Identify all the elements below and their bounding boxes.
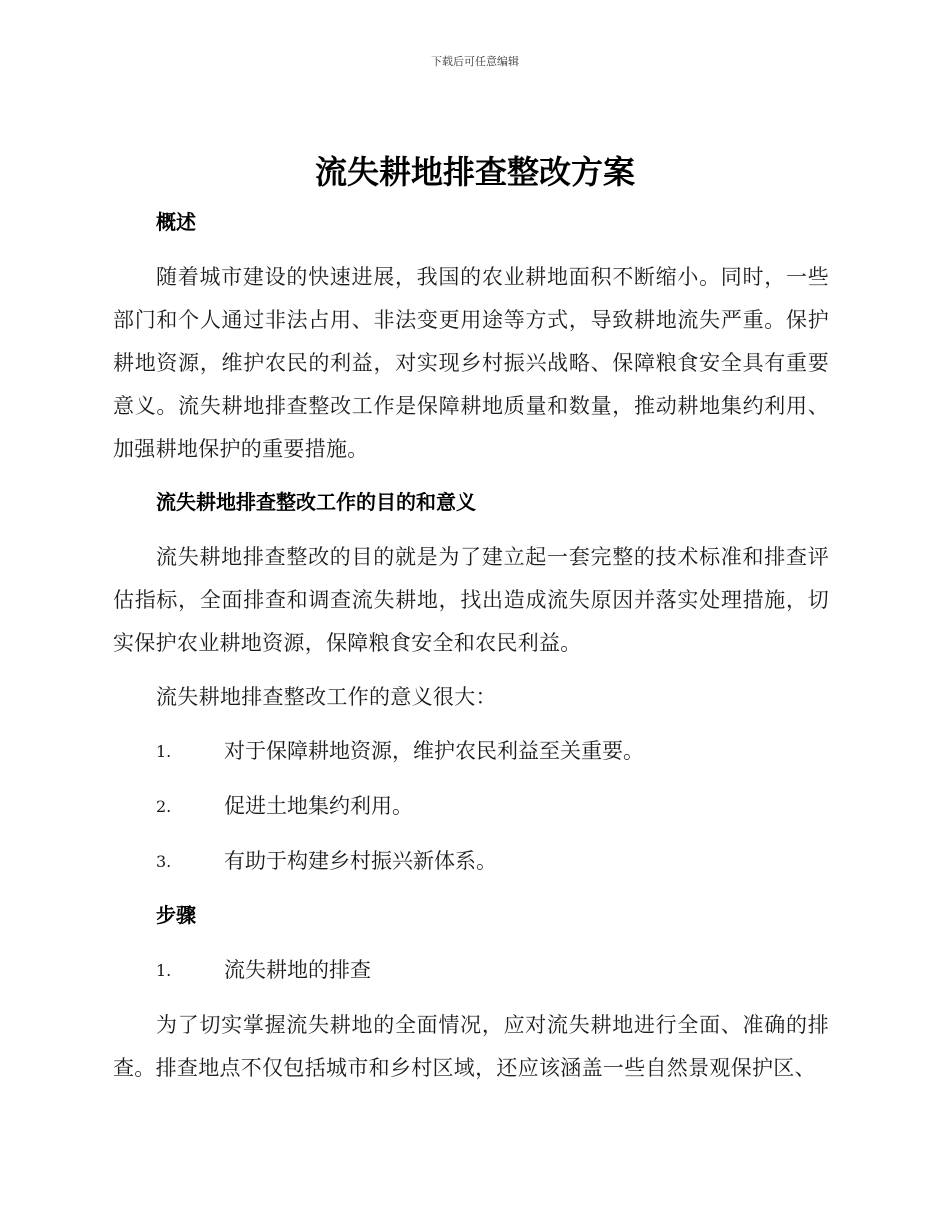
overview-paragraph: 随着城市建设的快速进展，我国的农业耕地面积不断缩小。同时，一些部门和个人通过非法占用、非法变更用途等方式，导致耕地流失严重。保护耕地资源，维护农民的利益，对实现乡村振兴战略、保障粮食安全具有重要意义。流失耕地排查整改工作是保障耕地质量和数量，推动耕地集约利用、加强耕地保护的重要措施。	[113, 265, 829, 461]
list-item	[113, 785, 829, 828]
header-note: 下载后可任意编辑	[431, 55, 519, 68]
list-item	[113, 730, 829, 773]
document-title: 流失耕地排查整改方案	[314, 153, 635, 191]
document-body	[113, 202, 829, 1101]
list-item-text: 促进土地集约利用。	[224, 794, 413, 818]
section-heading-overview: 概述	[156, 210, 196, 234]
list-item-number: 1.	[156, 961, 172, 980]
list-item-number: 3.	[156, 852, 172, 871]
list-item-number: 2.	[156, 797, 172, 816]
list-item-text: 有助于构建乡村振兴新体系。	[224, 849, 497, 873]
section-heading-purpose: 流失耕地排查整改工作的目的和意义	[156, 490, 476, 514]
list-item-number: 1.	[156, 742, 172, 761]
significance-intro: 流失耕地排查整改工作的意义很大：	[156, 685, 497, 709]
list-item	[113, 949, 829, 992]
purpose-paragraph: 流失耕地排查整改的目的就是为了建立起一套完整的技术标准和排查评估指标，全面排查和调查流失耕地，找出造成流失原因并落实处理措施，切实保护农业耕地资源，保障粮食安全和农民利益。	[113, 545, 829, 655]
list-item-text: 流失耕地的排查	[224, 958, 371, 982]
section-heading-steps: 步骤	[156, 903, 196, 927]
steps-paragraph: 为了切实掌握流失耕地的全面情况，应对流失耕地进行全面、准确的排查。排查地点不仅包括城市和乡村区域，还应该涵盖一些自然景观保护区、	[113, 1013, 829, 1080]
list-item-text: 对于保障耕地资源，维护农民利益至关重要。	[224, 739, 644, 763]
list-item	[113, 840, 829, 883]
